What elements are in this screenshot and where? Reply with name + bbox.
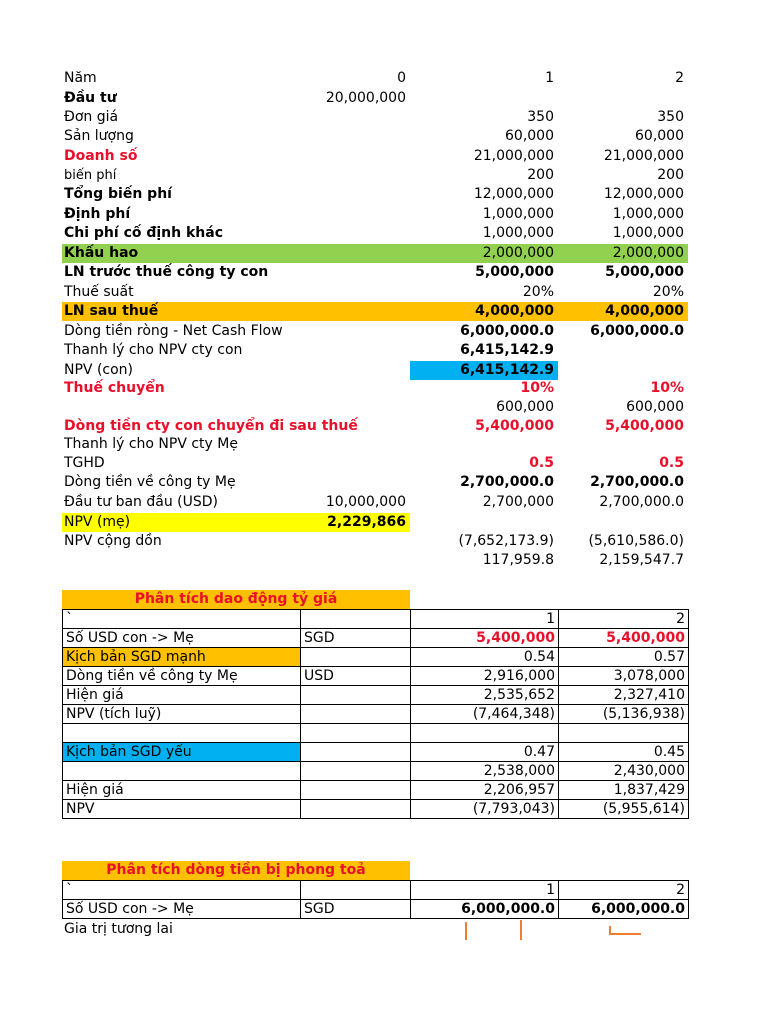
table-cell: Dòng tiền về công ty Mẹ — [63, 667, 301, 686]
table-cell — [301, 610, 411, 629]
row-value: 2,700,000.0 — [599, 494, 684, 510]
table-cell: Số USD con -> Mẹ — [63, 900, 301, 919]
row-label — [62, 398, 302, 417]
row-label: Thanh lý cho NPV cty Mẹ — [64, 436, 238, 452]
main-row — [62, 302, 688, 321]
row-value — [300, 361, 410, 380]
row-label: biến phí — [64, 168, 117, 183]
annotation-arrow — [609, 933, 641, 935]
row-value: 200 — [657, 167, 684, 183]
table-cell: NPV — [63, 800, 301, 819]
row-value: 21,000,000 — [603, 148, 684, 164]
row-value: 10% — [520, 380, 554, 396]
row-label: Doanh số — [64, 148, 138, 164]
row-label: Đầu tư — [64, 90, 117, 106]
main-row — [62, 147, 688, 166]
row-value — [300, 435, 410, 454]
row-value — [558, 513, 688, 532]
table-row — [63, 781, 689, 800]
table-cell: ` — [63, 881, 301, 900]
row-value: 350 — [657, 109, 684, 125]
row-value — [300, 244, 410, 263]
table-cell: SGD — [301, 900, 411, 919]
row-value — [300, 108, 410, 127]
row-value — [300, 302, 410, 321]
main-row — [62, 205, 688, 224]
row-value: 20% — [522, 284, 554, 300]
table-cell: 1 — [411, 881, 559, 900]
table-cell — [301, 781, 411, 800]
row-value: 6,000,000.0 — [460, 323, 554, 339]
row-value: 2,159,547.7 — [599, 552, 684, 568]
main-row — [62, 473, 688, 492]
row-value — [300, 205, 410, 224]
table-cell: SGD — [301, 629, 411, 648]
row-value: 2 — [675, 70, 684, 86]
main-row — [62, 532, 688, 551]
main-row — [62, 127, 688, 146]
row-value — [300, 127, 410, 146]
row-value: 20,000,000 — [325, 90, 406, 106]
table-cell: 2,206,957 — [411, 781, 559, 800]
row-value — [300, 532, 410, 551]
row-value: 350 — [527, 109, 554, 125]
row-value — [300, 398, 410, 417]
table-cell — [301, 686, 411, 705]
row-value: 10% — [650, 380, 684, 396]
row-value — [300, 341, 410, 360]
table-cell: 1,837,429 — [559, 781, 689, 800]
row-label: Năm — [64, 70, 97, 86]
row-value — [300, 283, 410, 302]
table-cell: 2,430,000 — [559, 762, 689, 781]
row-label — [62, 551, 302, 570]
table-row — [63, 629, 689, 648]
main-row — [62, 341, 688, 360]
table-cell: 2,535,652 — [411, 686, 559, 705]
row-value: 600,000 — [626, 399, 684, 415]
main-row — [62, 398, 688, 417]
row-label: Khấu hao — [64, 245, 139, 261]
row-value: 5,000,000 — [605, 264, 684, 280]
row-value: 12,000,000 — [603, 186, 684, 202]
row-value: (5,610,586.0) — [588, 533, 684, 549]
table-row — [63, 724, 689, 743]
main-row — [62, 322, 688, 341]
main-row — [62, 263, 688, 282]
row-value: 12,000,000 — [473, 186, 554, 202]
main-row — [62, 435, 688, 454]
table-cell: 2 — [559, 881, 689, 900]
blocked-cashflow-table — [62, 880, 689, 919]
row-label: Thuế suất — [64, 284, 134, 300]
row-value: 6,415,142.9 — [460, 342, 554, 358]
row-value: 20% — [652, 284, 684, 300]
row-label: Dòng tiền cty con chuyển đi sau thuế — [64, 418, 358, 434]
main-row — [62, 244, 688, 263]
row-value: 4,000,000 — [475, 303, 554, 319]
table-cell: Hiện giá — [63, 686, 301, 705]
table-cell — [63, 762, 301, 781]
row-value — [410, 513, 558, 532]
table-cell — [63, 724, 301, 743]
table-row — [63, 667, 689, 686]
table-cell — [411, 724, 559, 743]
main-row — [62, 379, 688, 398]
table-cell: Hiện giá — [63, 781, 301, 800]
row-value — [558, 341, 688, 360]
table-cell: 2,327,410 — [559, 686, 689, 705]
table-row — [63, 762, 689, 781]
table-cell — [301, 724, 411, 743]
row-value: 21,000,000 — [473, 148, 554, 164]
table-row — [63, 610, 689, 629]
table-cell — [559, 724, 689, 743]
row-value: 4,000,000 — [605, 303, 684, 319]
row-value: 1,000,000 — [482, 206, 554, 222]
row-value — [558, 361, 688, 380]
row-value — [300, 166, 410, 185]
table-cell: 6,000,000.0 — [411, 900, 559, 919]
row-label: LN trước thuế công ty con — [64, 264, 269, 280]
row-value: 2,000,000 — [482, 245, 554, 261]
row-label: Chi phí cố định khác — [64, 225, 224, 241]
table-cell: 0.47 — [411, 743, 559, 762]
table-cell: 2,916,000 — [411, 667, 559, 686]
main-row — [62, 454, 688, 473]
row-label: NPV (mẹ) — [64, 514, 131, 530]
table-row — [63, 686, 689, 705]
row-value — [558, 435, 688, 454]
row-value: 2,229,866 — [327, 514, 406, 530]
table-cell: 1 — [411, 610, 559, 629]
row-value — [300, 224, 410, 243]
table-cell — [301, 743, 411, 762]
row-value: 6,000,000.0 — [590, 323, 684, 339]
table-cell: 5,400,000 — [559, 629, 689, 648]
row-value: 6,415,142.9 — [410, 361, 558, 380]
row-label: Dòng tiền về công ty Mẹ — [64, 474, 236, 490]
table-cell: 0.57 — [559, 648, 689, 667]
future-value-label: Gia trị tương lai — [64, 921, 173, 937]
row-value: 2,000,000 — [612, 245, 684, 261]
table-cell: (5,955,614) — [559, 800, 689, 819]
annotation-mark — [465, 922, 467, 940]
table-row — [63, 743, 689, 762]
row-value: 1,000,000 — [612, 206, 684, 222]
row-value: 117,959.8 — [482, 552, 554, 568]
row-value — [300, 417, 410, 436]
row-value — [300, 263, 410, 282]
row-value: 60,000 — [635, 128, 684, 144]
row-value: 2,700,000 — [482, 494, 554, 510]
table-cell: 6,000,000.0 — [559, 900, 689, 919]
row-value: 2,700,000.0 — [590, 474, 684, 490]
row-value: 1,000,000 — [482, 225, 554, 241]
main-row — [62, 493, 688, 512]
table-cell: 2 — [559, 610, 689, 629]
table-cell: 3,078,000 — [559, 667, 689, 686]
row-label: NPV (con) — [64, 362, 134, 378]
row-label: Thuế chuyển — [64, 380, 165, 396]
row-value — [410, 435, 558, 454]
fx-analysis-title: Phân tích dao động tỷ giá — [62, 590, 410, 609]
main-row — [62, 185, 688, 204]
table-cell — [301, 800, 411, 819]
row-value — [300, 379, 410, 398]
table-row — [63, 881, 689, 900]
main-row — [62, 361, 688, 380]
table-cell — [301, 648, 411, 667]
annotation-mark — [520, 920, 522, 940]
table-row — [63, 900, 689, 919]
row-value: 1 — [545, 70, 554, 86]
row-value: 0.5 — [659, 455, 684, 471]
row-value — [300, 473, 410, 492]
table-cell — [301, 705, 411, 724]
row-label: NPV cộng dồn — [64, 533, 162, 549]
row-value: 60,000 — [505, 128, 554, 144]
main-row — [62, 417, 688, 436]
main-row — [62, 513, 688, 532]
row-value: 5,000,000 — [475, 264, 554, 280]
table-cell: 0.45 — [559, 743, 689, 762]
row-value: (7,652,173.9) — [458, 533, 554, 549]
table-cell: Số USD con -> Mẹ — [63, 629, 301, 648]
table-row — [63, 800, 689, 819]
row-label: Sản lượng — [64, 128, 134, 144]
row-value — [300, 322, 410, 341]
row-value: 2,700,000.0 — [460, 474, 554, 490]
main-row — [62, 89, 688, 108]
row-value — [410, 89, 558, 108]
row-value: 600,000 — [496, 399, 554, 415]
row-value: 0.5 — [529, 455, 554, 471]
table-cell: USD — [301, 667, 411, 686]
blocked-cashflow-title: Phân tích dòng tiền bị phong toả — [62, 861, 410, 880]
main-row — [62, 166, 688, 185]
table-row — [63, 705, 689, 724]
row-value: 5,400,000 — [605, 418, 684, 434]
table-cell: NPV (tích luỹ) — [63, 705, 301, 724]
row-value — [300, 551, 410, 570]
table-cell: ` — [63, 610, 301, 629]
row-label: Thanh lý cho NPV cty con — [64, 342, 243, 358]
table-cell: 0.54 — [411, 648, 559, 667]
row-label: Đầu tư ban đầu (USD) — [64, 494, 218, 510]
main-row — [62, 551, 688, 570]
row-value: 10,000,000 — [325, 494, 406, 510]
row-label: Đơn giá — [64, 109, 119, 125]
table-cell: Kịch bản SGD yếu — [63, 743, 301, 762]
table-cell — [301, 762, 411, 781]
row-value — [300, 185, 410, 204]
row-value: 1,000,000 — [612, 225, 684, 241]
table-cell — [301, 881, 411, 900]
row-value — [300, 454, 410, 473]
row-value: 200 — [527, 167, 554, 183]
row-label: TGHD — [64, 455, 105, 471]
table-cell: Kịch bản SGD mạnh — [63, 648, 301, 667]
main-row — [62, 108, 688, 127]
main-row — [62, 224, 688, 243]
row-value: 5,400,000 — [475, 418, 554, 434]
row-value — [300, 147, 410, 166]
table-cell: (7,464,348) — [411, 705, 559, 724]
main-row — [62, 283, 688, 302]
row-label: Định phí — [64, 206, 131, 222]
row-value — [558, 89, 688, 108]
row-value: 0 — [397, 70, 406, 86]
table-cell: 5,400,000 — [411, 629, 559, 648]
main-row — [62, 69, 688, 88]
table-cell: (7,793,043) — [411, 800, 559, 819]
table-row — [63, 648, 689, 667]
row-label: LN sau thuế — [64, 303, 159, 319]
table-cell: (5,136,938) — [559, 705, 689, 724]
fx-analysis-table — [62, 609, 689, 819]
row-label: Dòng tiền ròng - Net Cash Flow — [64, 323, 283, 339]
row-label: Tổng biến phí — [64, 186, 172, 202]
table-cell: 2,538,000 — [411, 762, 559, 781]
